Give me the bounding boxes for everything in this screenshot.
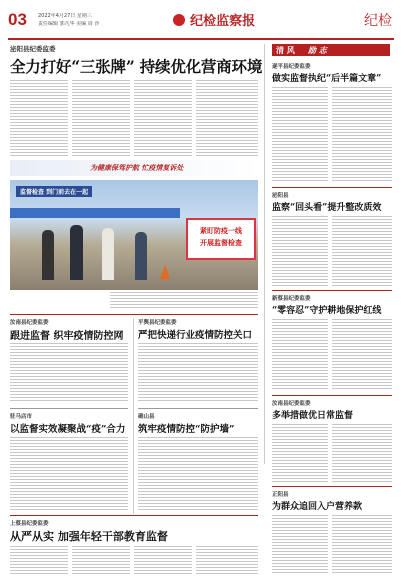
person-4 — [135, 232, 147, 280]
left-story2-headline: 以监督实效凝聚战“疫”合力 — [10, 424, 126, 435]
lead-kicker: 泌阳县纪委监委 — [10, 45, 56, 53]
rule — [10, 515, 258, 516]
badge-left: 清 风 — [276, 46, 295, 55]
right-low-headline: 多举措做优日常监督 — [272, 411, 354, 421]
lead-photo — [10, 180, 258, 290]
lead-headline: 全力打好“三张牌” 持续优化营商环境 — [10, 57, 263, 76]
page-number: 03 — [8, 10, 27, 29]
right-mid2-body-2 — [332, 319, 392, 391]
bottom-body-3 — [134, 546, 192, 574]
right-bottom-body-1 — [272, 515, 328, 573]
lead-body-col2 — [72, 80, 130, 156]
tent-roof — [10, 208, 180, 218]
left-story2-body — [10, 437, 128, 511]
bottom-body-2 — [72, 546, 130, 574]
left-story1-kicker: 汝南县纪委监委 — [10, 320, 49, 326]
mid-story2-kicker: 确山县 — [138, 414, 155, 420]
photo-caption — [110, 292, 258, 310]
slogan-ribbon — [10, 160, 258, 176]
right-bottom-kicker: 正阳县 — [272, 492, 289, 498]
right-top-body-2 — [332, 87, 392, 183]
paper-name: 纪检监察报 — [190, 14, 256, 29]
masthead — [8, 8, 394, 40]
left-story1-body — [10, 343, 128, 403]
person-3 — [102, 228, 114, 280]
paper-logo — [173, 9, 255, 29]
slogan-text: 为健康保驾护航 忙疫情复诉处 — [90, 164, 184, 172]
right-top-body-1 — [272, 87, 328, 183]
mid-story2-body — [138, 437, 258, 511]
bottom-body-4 — [196, 546, 258, 574]
rule — [272, 486, 392, 487]
badge-right: 励 志 — [308, 46, 327, 55]
right-top-headline: 做实监督执纪“后半篇文章” — [272, 74, 382, 84]
person-2 — [70, 225, 83, 280]
right-low-body-1 — [272, 424, 328, 482]
rule — [10, 314, 258, 315]
sign-line-2: 开展监督检查 — [200, 239, 242, 247]
right-divider — [264, 44, 265, 464]
cone-1 — [160, 265, 170, 279]
rule — [10, 408, 128, 409]
bottom-kicker: 上蔡县纪委监委 — [10, 521, 49, 527]
right-low-body-2 — [332, 424, 392, 482]
rule — [138, 408, 258, 409]
bottom-headline: 从严从实 加强年轻干部教育监督 — [10, 530, 168, 543]
right-mid-kicker: 泌阳县 — [272, 193, 289, 199]
mid-story1-headline: 严把快递行业疫情防控关口 — [138, 330, 253, 341]
mid-story1-body — [138, 343, 258, 403]
editor-line: 责任编辑 郭凡华 美编 周 沙 — [38, 21, 100, 27]
sign-line-1: 紧盯防疫一线 — [200, 227, 242, 235]
photo-tag: 监督检查 到门前去在一起 — [16, 186, 92, 197]
emblem-icon — [173, 14, 185, 26]
rule — [272, 290, 392, 291]
right-mid2-kicker: 新蔡县纪委监委 — [272, 296, 311, 302]
right-low-kicker: 汝南县纪委监委 — [272, 401, 311, 407]
mid-story2-headline: 筑牢疫情防控“防护墙” — [138, 424, 235, 435]
left-story1-headline: 跟进监督 织牢疫情防控网 — [10, 331, 124, 342]
rule — [272, 395, 392, 396]
right-mid-headline: 监察“回头看”提升整改质效 — [272, 203, 382, 213]
right-bottom-headline: 为群众追回入户营养款 — [272, 502, 363, 512]
right-bottom-body-2 — [332, 515, 392, 573]
col-divider — [133, 318, 134, 514]
bottom-body-1 — [10, 546, 68, 574]
right-top-kicker: 遂平县纪委监委 — [272, 64, 311, 70]
rule — [272, 187, 392, 188]
lead-body-col4 — [196, 80, 258, 156]
lead-body-col3 — [134, 80, 192, 156]
right-mid-body-1 — [272, 216, 328, 286]
lead-body-col1 — [10, 80, 68, 156]
mid-story1-kicker: 平舆县纪委监委 — [138, 320, 177, 326]
right-mid-body-2 — [332, 216, 392, 286]
person-1 — [42, 230, 54, 280]
right-mid2-body-1 — [272, 319, 328, 391]
section-title: 纪检 — [364, 13, 392, 29]
left-story2-kicker: 驻马店市 — [10, 414, 33, 420]
right-mid2-headline: “零容忍”守护耕地保护红线 — [272, 306, 382, 316]
column-badge — [272, 44, 390, 56]
inspection-sign — [186, 218, 256, 260]
date-line: 2022年4月27日 星期三 — [38, 13, 92, 19]
